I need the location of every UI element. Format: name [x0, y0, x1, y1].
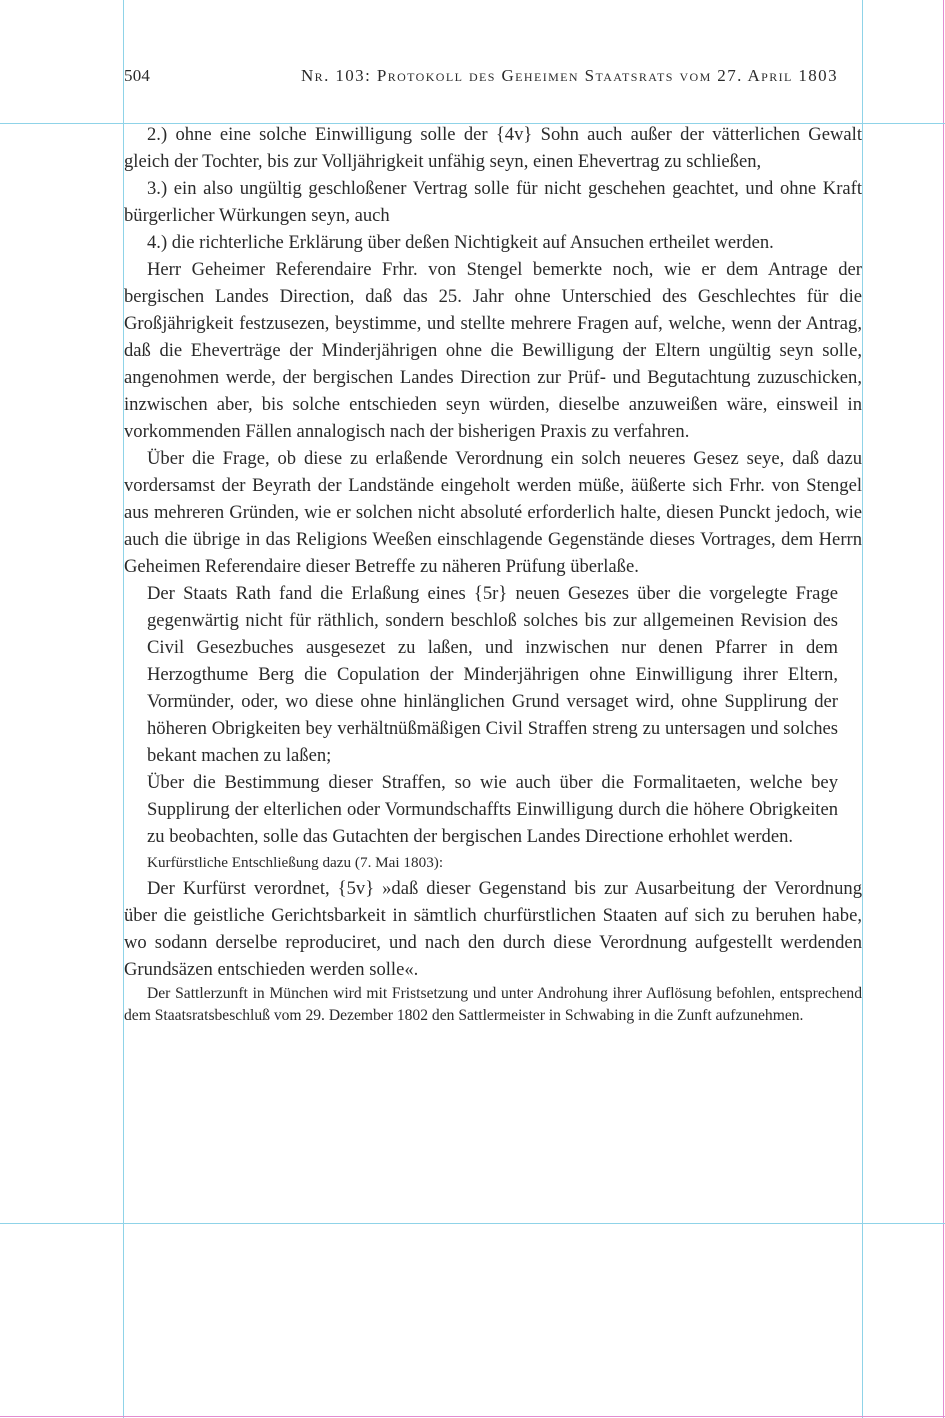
guide-line-edge	[943, 0, 944, 1418]
running-head: Nr. 103: Protokoll des Geheimen Staatsrats vom 27. April 1803	[300, 66, 838, 85]
guide-line-bottom	[0, 1223, 945, 1224]
paragraph-point-4: 4.) die richterliche Erklärung über deßen Nichtigkeit auf Ansuchen ertheilet werden.	[147, 232, 774, 253]
page-number: 504	[124, 66, 151, 85]
guide-line-page-bottom	[0, 1416, 945, 1417]
guide-line-right	[862, 0, 863, 1418]
paragraph-point-2: 2.) ohne eine solche Einwilligung solle der {4v} Sohn auch außer der vätterlichen Gewalt gleich der Tochter, bis zur Volljährigkeit unfähig seyn, einen Ehevertrag zu schließen,	[124, 124, 862, 172]
paragraph-landstaende-question: Über die Frage, ob diese zu erlaßende Verordnung ein solch neueres Gesez seye, daß dazu vordersamst der Beyrath der Landstände eingeholt werden müße, äüßerte sich Frhr. von Stengel aus mehreren Gründen, wie er solchen nicht absoluté erforderlich halte, diesen Punckt jedoch, wie auch die übrige in das Religions Weeßen einschlagende Gegenstände dieses Vortrages, dem Herrn Geheimen Referendaire dieser Betreffe zu näheren Prüfung überlaße.	[124, 448, 862, 577]
note-kurfuerstliche-entschliessung: Kurfürstliche Entschließung dazu (7. Mai 1803):	[147, 854, 444, 871]
paragraph-stengel-remark: Herr Geheimer Referendaire Frhr. von Stengel bemerkte noch, wie er dem Antrage der bergischen Landes Direction, daß das 25. Jahr ohne Unterschied des Geschlechtes für die Großjährigkeit festzusezen, beystimme, und stellte mehrere Fragen auf, welche, wenn der Antrag, daß die Eheverträge der Minderjährigen ohne die Bewilligung der Eltern ungültig seyn solle, angenohmen werde, der bergischen Landes Direction zur Prüf- und Begutachtung zuzuschicken, inzwischen aber, bis solche entschieden seyn würden, dieselbe anzuweißen wäre, einsweil in vorkommenden Fällen annalogisch nach der bisherigen Praxis zu verfahren.	[124, 259, 862, 442]
paragraph-staatsrat-resolution: Der Staats Rath fand die Erlaßung eines {5r} neuen Gesezes über die vorgelegte Frage gegenwärtig nicht für räthlich, sondern beschloß solches bis zur allgemeinen Revision des Civil Gesezbuches ausgesezet zu laßen, und inzwischen nur denen Pfarrer in dem Herzogthume Berg die Copulation der Minderjährigen ohne Einwilligung ihrer Eltern, Vormünder, oder, wo diese ohne hinlänglichen Grund versaget wird, ohne Supplirung der höheren Obrigkeiten bey verhältnüßmäßigen Civil Straffen streng zu untersagen und solches bekant machen zu laßen;	[147, 583, 838, 766]
paragraph-straffen: Über die Bestimmung dieser Straffen, so wie auch über die Formalitaeten, welche bey Supplirung der elterlichen oder Vormundschaffts Einwilligung durch die höhere Obrigkeiten zu beobachten, solle das Gutachten der bergischen Landes Directione erhohlet werden.	[147, 772, 838, 847]
paragraph-kurfuerst-verordnet: Der Kurfürst verordnet, {5v} »daß dieser Gegenstand bis zur Ausarbeitung der Verordnung über die geistliche Gerichtsbarkeit in sämtlich churfürstlichen Staaten auf sich zu beruhen habe, wo sodann derselbe reproduciret, und nach den durch diese Verordnung aufgestellt werdenden Grundsäzen entschieden werden solle«.	[124, 878, 862, 980]
paragraph-sattlerzunft: Der Sattlerzunft in München wird mit Fristsetzung und unter Androhung ihrer Auflösung befohlen, entsprechend dem Staatsratsbeschluß vom 29. Dezember 1802 den Sattlermeister in Schwabing in die Zunft aufzunehmen.	[124, 985, 862, 1024]
paragraph-point-3: 3.) ein also ungültig geschloßener Vertrag solle für nicht geschehen geachtet, und ohne Kraft bürgerlicher Würkungen seyn, auch	[124, 178, 862, 226]
text-block	[124, 121, 862, 1027]
